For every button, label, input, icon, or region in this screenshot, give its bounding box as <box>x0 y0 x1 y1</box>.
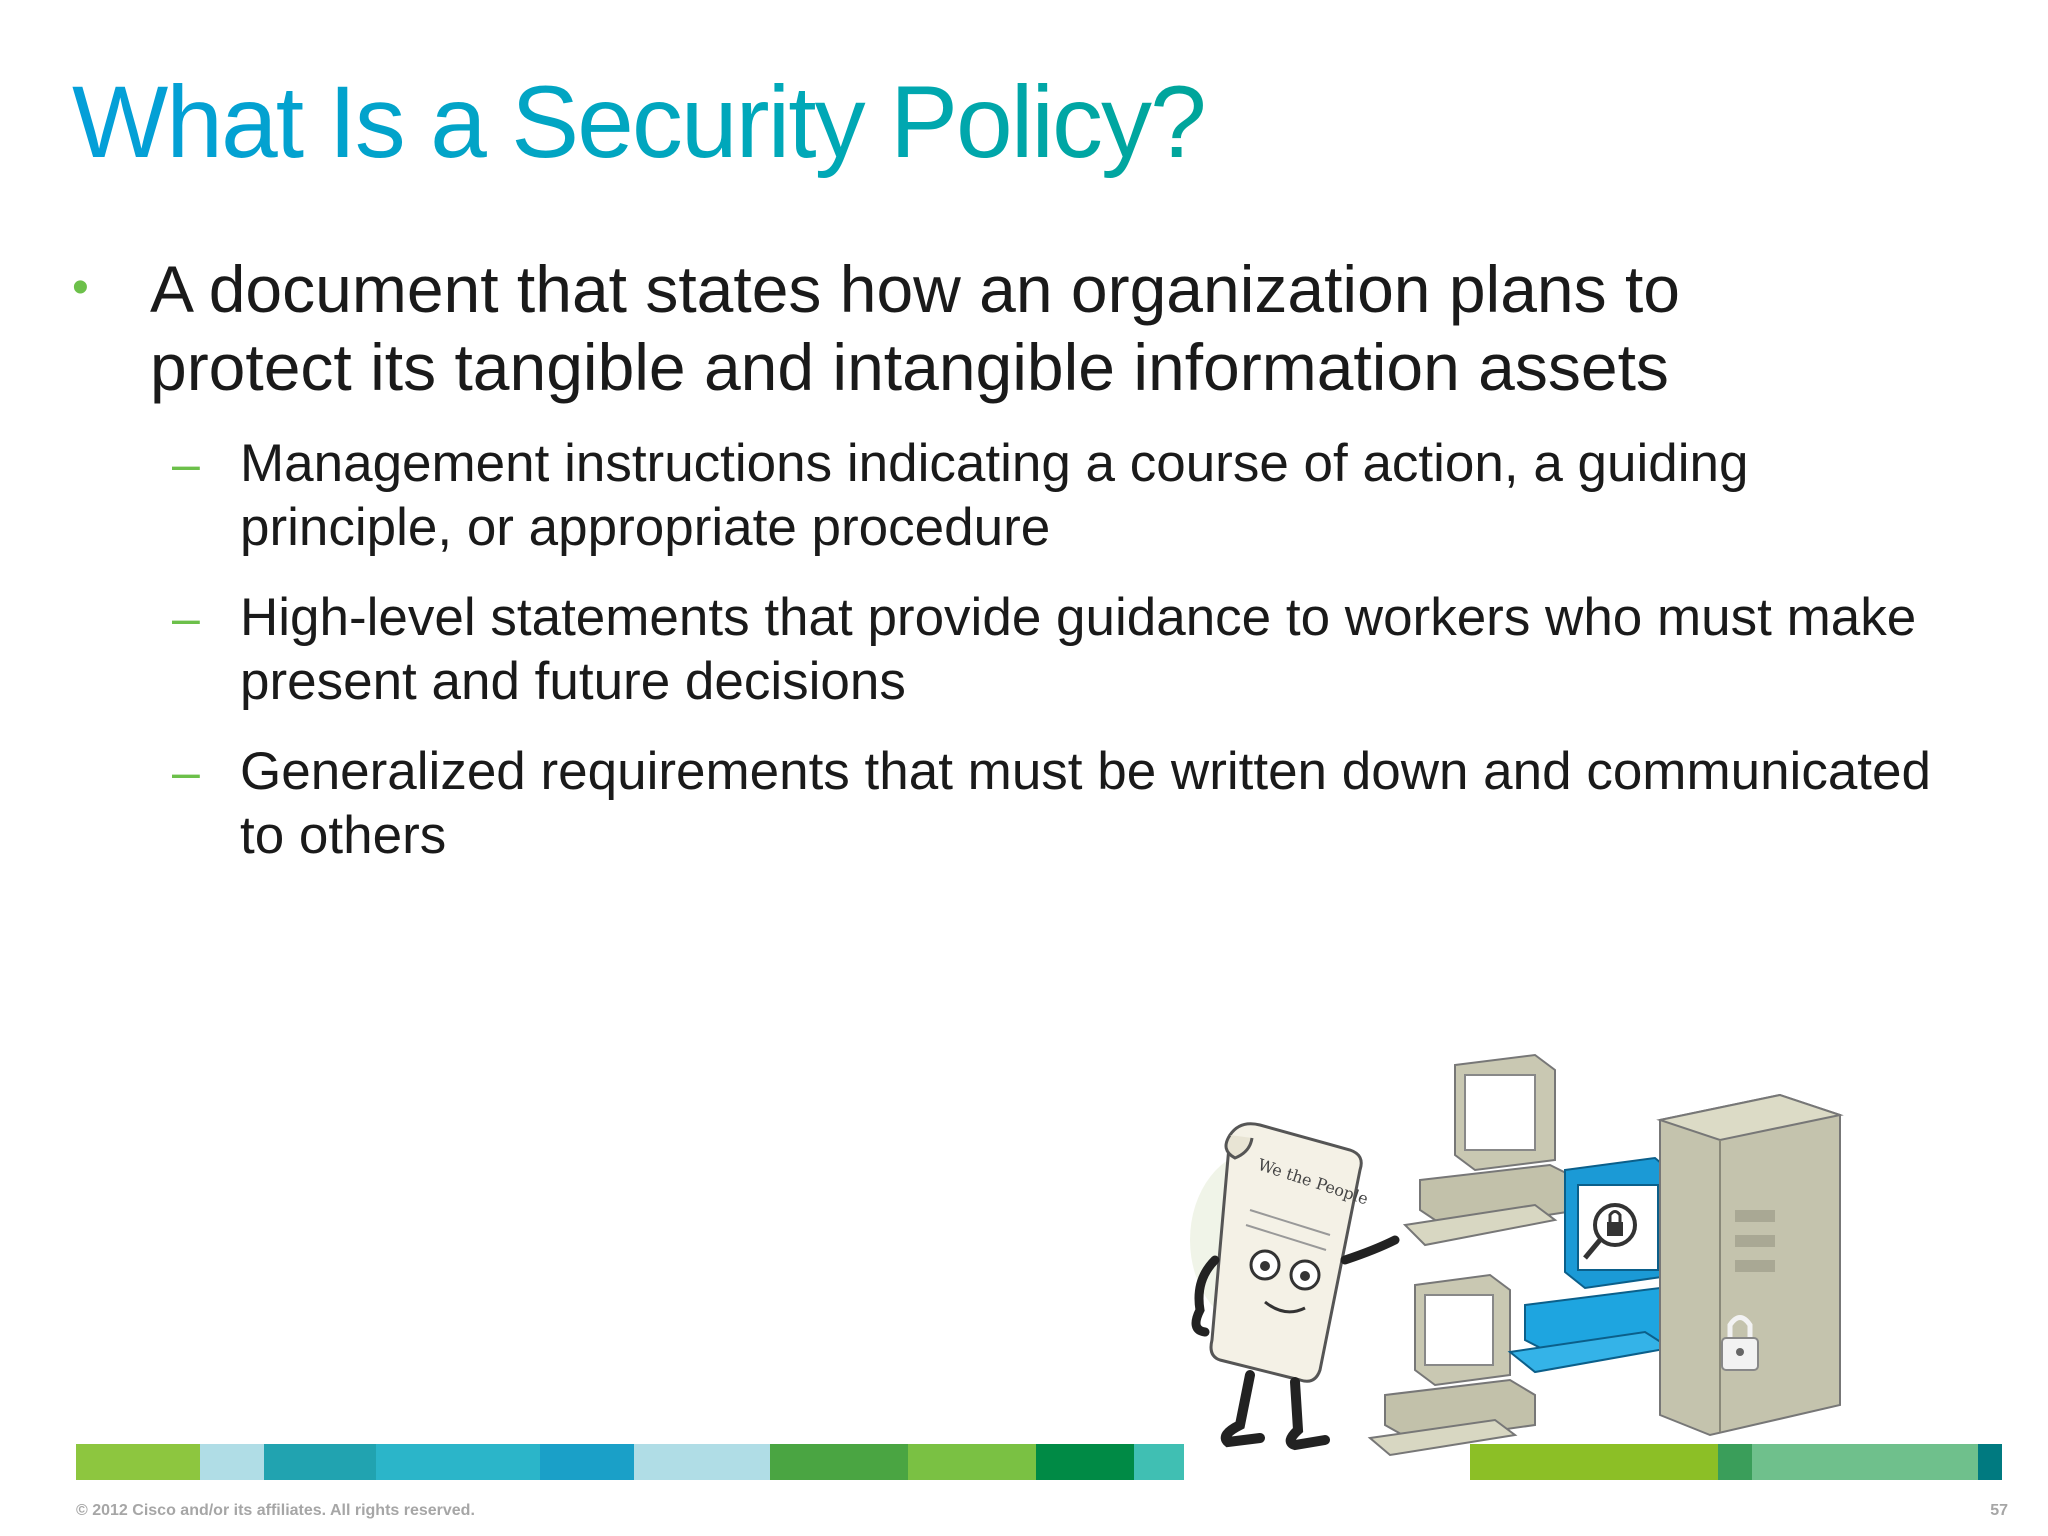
sub-bullet-marker: – <box>172 590 200 646</box>
color-segment <box>770 1444 908 1480</box>
security-policy-illustration <box>1180 1040 1900 1480</box>
scroll-text: We the People <box>1255 1154 1371 1209</box>
sub-bullet-marker: – <box>172 744 200 800</box>
main-bullet <box>72 250 1952 406</box>
slide-title: What Is a Security Policy? <box>72 62 1872 182</box>
color-segment <box>264 1444 376 1480</box>
page-number: 57 <box>1990 1502 2008 1519</box>
footer-color-bar-right <box>1470 1444 2002 1480</box>
color-segment <box>908 1444 1036 1480</box>
color-segment <box>1752 1444 1978 1480</box>
sub-bullet-text: Generalized requirements that must be written down and communicated to others <box>240 742 1931 865</box>
main-bullet-text: A document that states how an organization plans to protect its tangible and intangible information assets <box>150 252 1680 404</box>
sub-bullet-2 <box>172 586 1972 714</box>
sub-bullet-marker: – <box>172 436 200 492</box>
computer-icon <box>1370 1275 1535 1455</box>
sub-bullet-1 <box>172 432 1972 560</box>
footer-color-bar-left <box>76 1444 1184 1480</box>
scroll-character-icon <box>1190 1124 1395 1445</box>
footer-copyright: © 2012 Cisco and/or its affiliates. All rights reserved. <box>76 1502 475 1519</box>
sub-bullet-text: High-level statements that provide guidance to workers who must make present and future decisions <box>240 588 1917 711</box>
color-segment <box>634 1444 770 1480</box>
color-segment <box>76 1444 200 1480</box>
color-segment <box>376 1444 540 1480</box>
color-segment <box>1978 1444 2002 1480</box>
sub-bullet-3 <box>172 740 1972 868</box>
server-cabinet-icon <box>1660 1095 1840 1435</box>
bullet-marker: • <box>72 261 89 314</box>
computer-icon <box>1405 1055 1580 1245</box>
color-segment <box>1718 1444 1752 1480</box>
color-segment <box>540 1444 634 1480</box>
color-segment <box>1036 1444 1134 1480</box>
color-segment <box>1134 1444 1184 1480</box>
color-segment <box>1470 1444 1718 1480</box>
sub-bullet-text: Management instructions indicating a course of action, a guiding principle, or appropriate procedure <box>240 434 1749 557</box>
color-segment <box>200 1444 264 1480</box>
